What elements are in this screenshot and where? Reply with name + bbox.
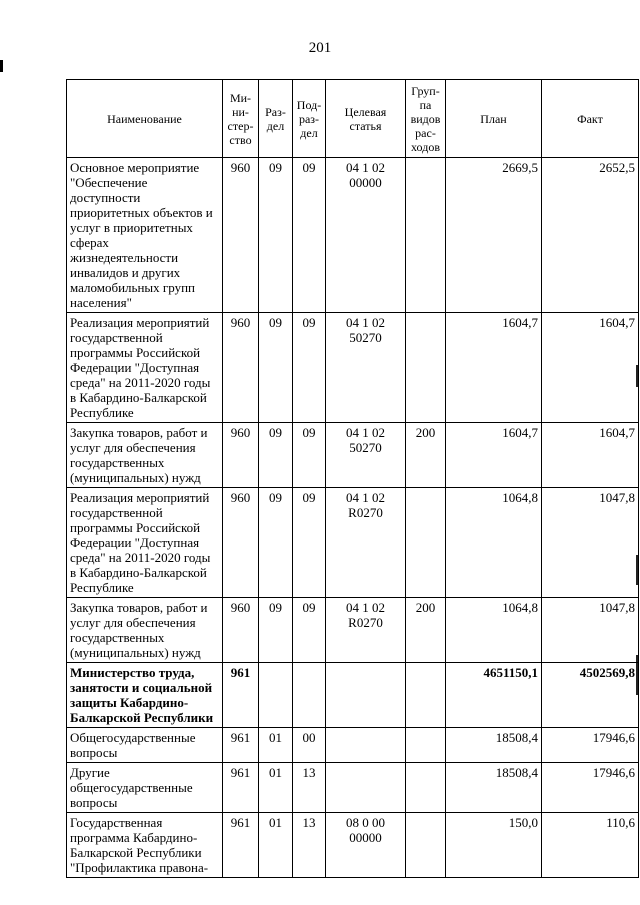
cell-fact: 110,6 bbox=[542, 813, 639, 878]
cell-plan: 2669,5 bbox=[446, 158, 542, 313]
cell-name: Министерство труда, занятости и социальной защиты Кабардино-Балкарской Республики bbox=[67, 663, 223, 728]
cell-fact: 1047,8 bbox=[542, 488, 639, 598]
cell-group bbox=[406, 663, 446, 728]
cell-target bbox=[326, 728, 406, 763]
cell-target: 08 0 00 00000 bbox=[326, 813, 406, 878]
cell-ministry: 961 bbox=[223, 663, 259, 728]
cell-section: 01 bbox=[259, 813, 293, 878]
header-group: Груп- па видов рас- ходов bbox=[406, 80, 446, 158]
table-row bbox=[67, 488, 639, 598]
cell-ministry: 960 bbox=[223, 423, 259, 488]
cell-name: Общегосударственные вопросы bbox=[67, 728, 223, 763]
cell-section: 09 bbox=[259, 488, 293, 598]
header-subsection: Под- раз- дел bbox=[293, 80, 326, 158]
cell-fact: 1604,7 bbox=[542, 313, 639, 423]
cell-fact: 4502569,8 bbox=[542, 663, 639, 728]
cell-subsection: 09 bbox=[293, 423, 326, 488]
cell-subsection: 09 bbox=[293, 158, 326, 313]
table-row bbox=[67, 663, 639, 728]
cell-target: 04 1 02 R0270 bbox=[326, 488, 406, 598]
cell-plan: 4651150,1 bbox=[446, 663, 542, 728]
header-target: Целевая статья bbox=[326, 80, 406, 158]
cell-section: 01 bbox=[259, 728, 293, 763]
cell-fact: 17946,6 bbox=[542, 763, 639, 813]
cell-ministry: 961 bbox=[223, 813, 259, 878]
cell-plan: 18508,4 bbox=[446, 728, 542, 763]
cell-fact: 1047,8 bbox=[542, 598, 639, 663]
cell-group: 200 bbox=[406, 598, 446, 663]
cell-group bbox=[406, 488, 446, 598]
cell-group bbox=[406, 728, 446, 763]
cell-plan: 1064,8 bbox=[446, 488, 542, 598]
cell-subsection: 13 bbox=[293, 813, 326, 878]
budget-table bbox=[66, 79, 639, 878]
cell-target: 04 1 02 00000 bbox=[326, 158, 406, 313]
cell-target bbox=[326, 663, 406, 728]
cell-section: 09 bbox=[259, 158, 293, 313]
table-row bbox=[67, 763, 639, 813]
cell-section: 09 bbox=[259, 598, 293, 663]
table-row bbox=[67, 598, 639, 663]
cell-target: 04 1 02 50270 bbox=[326, 313, 406, 423]
cell-subsection: 00 bbox=[293, 728, 326, 763]
cell-ministry: 960 bbox=[223, 158, 259, 313]
cell-plan: 18508,4 bbox=[446, 763, 542, 813]
cell-ministry: 960 bbox=[223, 598, 259, 663]
cell-ministry: 961 bbox=[223, 763, 259, 813]
cell-section: 09 bbox=[259, 423, 293, 488]
cell-subsection bbox=[293, 663, 326, 728]
cell-plan: 150,0 bbox=[446, 813, 542, 878]
table-body bbox=[67, 158, 639, 878]
cell-plan: 1604,7 bbox=[446, 313, 542, 423]
cell-fact: 1604,7 bbox=[542, 423, 639, 488]
cell-name: Закупка товаров, работ и услуг для обеспечения государственных (муниципальных) нужд bbox=[67, 423, 223, 488]
table-row bbox=[67, 813, 639, 878]
cell-subsection: 09 bbox=[293, 488, 326, 598]
cell-group: 200 bbox=[406, 423, 446, 488]
cell-section: 01 bbox=[259, 763, 293, 813]
cell-name: Реализация мероприятий государственной программы Российской Федерации "Доступная среда" на 2011-2020 годы в Кабардино-Балкарской Республике bbox=[67, 488, 223, 598]
cell-target: 04 1 02 R0270 bbox=[326, 598, 406, 663]
table-row bbox=[67, 423, 639, 488]
page-number: 201 bbox=[308, 40, 332, 56]
cell-subsection: 09 bbox=[293, 598, 326, 663]
table-row bbox=[67, 158, 639, 313]
header-plan: План bbox=[446, 80, 542, 158]
cell-group bbox=[406, 313, 446, 423]
cell-name: Государственная программа Кабардино-Балкарской Республики "Профилактика правона- bbox=[67, 813, 223, 878]
table-header-row bbox=[67, 80, 639, 158]
cell-subsection: 09 bbox=[293, 313, 326, 423]
cell-group bbox=[406, 158, 446, 313]
cell-fact: 17946,6 bbox=[542, 728, 639, 763]
cell-name: Основное мероприятие "Обеспечение доступности приоритетных объектов и услуг в приоритетных сферах жизнедеятельности инвалидов и других маломобильных групп населения" bbox=[67, 158, 223, 313]
cell-fact: 2652,5 bbox=[542, 158, 639, 313]
header-fact: Факт bbox=[542, 80, 639, 158]
cell-name: Закупка товаров, работ и услуг для обеспечения государственных (муниципальных) нужд bbox=[67, 598, 223, 663]
table-row bbox=[67, 313, 639, 423]
header-name: Наименование bbox=[67, 80, 223, 158]
cell-group bbox=[406, 813, 446, 878]
cell-plan: 1064,8 bbox=[446, 598, 542, 663]
cell-ministry: 960 bbox=[223, 488, 259, 598]
cell-target bbox=[326, 763, 406, 813]
cell-section bbox=[259, 663, 293, 728]
cell-section: 09 bbox=[259, 313, 293, 423]
cell-name: Реализация мероприятий государственной программы Российской Федерации "Доступная среда" на 2011-2020 годы в Кабардино-Балкарской Республике bbox=[67, 313, 223, 423]
cell-subsection: 13 bbox=[293, 763, 326, 813]
table-row bbox=[67, 728, 639, 763]
scan-edge-mark bbox=[0, 60, 3, 72]
header-ministry: Ми- ни- стер- ство bbox=[223, 80, 259, 158]
header-section: Раз- дел bbox=[259, 80, 293, 158]
cell-target: 04 1 02 50270 bbox=[326, 423, 406, 488]
cell-name: Другие общегосударственные вопросы bbox=[67, 763, 223, 813]
cell-group bbox=[406, 763, 446, 813]
cell-plan: 1604,7 bbox=[446, 423, 542, 488]
cell-ministry: 960 bbox=[223, 313, 259, 423]
cell-ministry: 961 bbox=[223, 728, 259, 763]
